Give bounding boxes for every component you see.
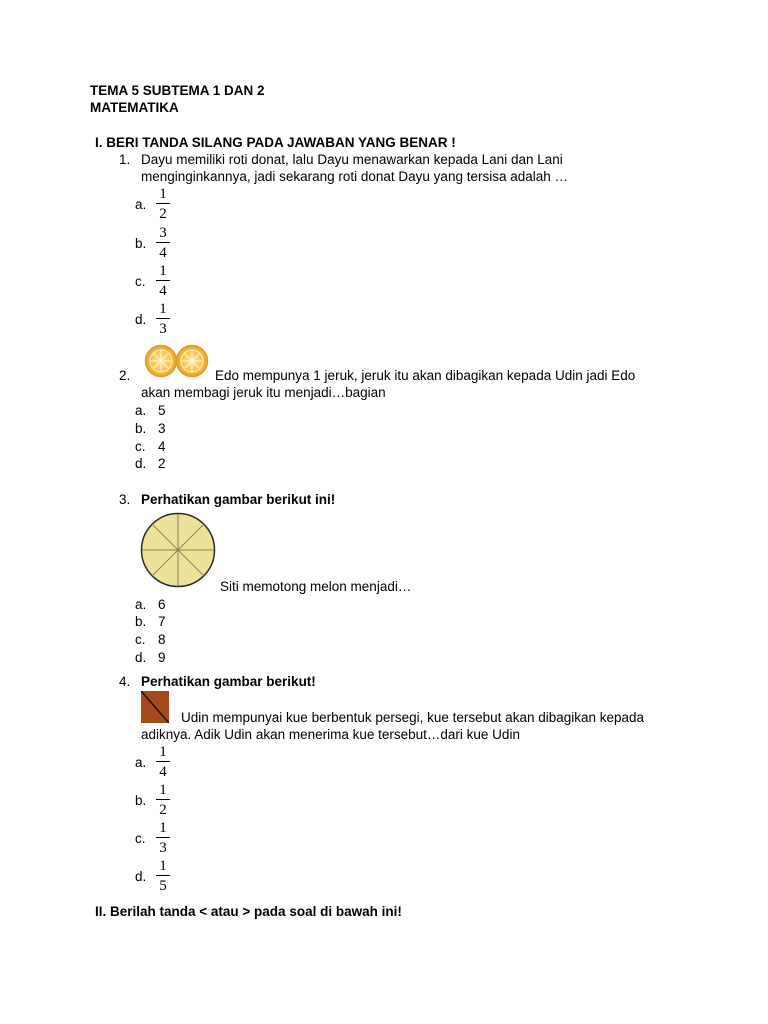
q2-text-line1: Edo mempunya 1 jeruk, jeruk itu akan dibagikan kepada Udin jadi Edo — [215, 368, 636, 383]
fraction-numerator: 1 — [159, 782, 167, 798]
subject-title: MATEMATIKA — [90, 100, 179, 115]
q2-option-c-value: 4 — [158, 439, 166, 454]
q3-option-a-letter: a. — [135, 597, 147, 612]
q2-number: 2. — [119, 368, 131, 383]
q1-option-d-fraction — [156, 301, 170, 337]
fraction-numerator: 1 — [159, 186, 167, 202]
q2-option-c-letter: c. — [135, 439, 146, 454]
fraction-bar — [156, 799, 170, 800]
q1-option-c-fraction — [156, 263, 170, 299]
fraction-numerator: 1 — [159, 820, 167, 836]
q4-option-c-fraction — [156, 820, 170, 856]
q2-option-b-letter: b. — [135, 421, 147, 436]
q4-option-a-fraction — [156, 744, 170, 780]
fraction-numerator: 1 — [159, 301, 167, 317]
fraction-numerator: 1 — [159, 858, 167, 874]
section-2-heading: II. Berilah tanda < atau > pada soal di bawah ini! — [95, 904, 402, 919]
fraction-denominator: 3 — [159, 840, 167, 856]
q4-option-c-letter: c. — [135, 831, 146, 846]
section-1-heading: I. BERI TANDA SILANG PADA JAWABAN YANG BENAR ! — [95, 135, 456, 150]
orange-half-right — [177, 346, 208, 377]
q2-option-a-letter: a. — [135, 403, 147, 418]
q4-option-d-letter: d. — [135, 869, 147, 884]
q3-option-d-letter: d. — [135, 650, 147, 665]
q1-option-b-letter: b. — [135, 236, 147, 251]
worksheet-title: TEMA 5 SUBTEMA 1 DAN 2 — [90, 83, 265, 98]
melon-slices-icon — [140, 512, 216, 588]
fraction-numerator: 1 — [159, 744, 167, 760]
q3-option-a-value: 6 — [158, 597, 166, 612]
q4-instruction: Perhatikan gambar berikut! — [141, 674, 316, 689]
fraction-numerator: 1 — [159, 263, 167, 279]
q1-text-line1: Dayu memiliki roti donat, lalu Dayu menawarkan kepada Lani dan Lani — [141, 152, 563, 167]
fraction-numerator: 3 — [159, 225, 167, 241]
q4-option-b-letter: b. — [135, 793, 147, 808]
q3-option-c-letter: c. — [135, 632, 146, 647]
q4-text-line2: adiknya. Adik Udin akan menerima kue tersebut…dari kue Udin — [141, 727, 520, 742]
q1-option-a-letter: a. — [135, 197, 147, 212]
fraction-bar — [156, 318, 170, 319]
q2-text-line2: akan membagi jeruk itu menjadi…bagian — [141, 385, 386, 400]
fraction-denominator: 2 — [159, 802, 167, 818]
q4-option-b-fraction — [156, 782, 170, 818]
fraction-bar — [156, 280, 170, 281]
square-cake-icon — [141, 691, 169, 723]
q4-text-line1: Udin mempunyai kue berbentuk persegi, kue tersebut akan dibagikan kepada — [181, 710, 645, 725]
fraction-bar — [156, 837, 170, 838]
q2-option-a-value: 5 — [158, 403, 166, 418]
q2-option-d-letter: d. — [135, 456, 147, 471]
q1-option-a-fraction — [156, 186, 170, 222]
fraction-denominator: 4 — [159, 245, 167, 261]
fraction-bar — [156, 761, 170, 762]
q3-option-b-value: 7 — [158, 614, 166, 629]
q3-option-c-value: 8 — [158, 632, 166, 647]
q3-text: Siti memotong melon menjadi… — [220, 579, 412, 594]
fraction-denominator: 3 — [159, 321, 167, 337]
q4-option-d-fraction — [156, 858, 170, 894]
q3-option-d-value: 9 — [158, 650, 166, 665]
q1-option-c-letter: c. — [135, 274, 146, 289]
orange-halves-icon — [144, 344, 210, 378]
fraction-denominator: 4 — [159, 283, 167, 299]
fraction-denominator: 2 — [159, 206, 167, 222]
q3-option-b-letter: b. — [135, 614, 147, 629]
q3-number: 3. — [119, 492, 131, 507]
orange-half-left — [146, 346, 177, 377]
q1-text-line2: menginginkannya, jadi sekarang roti donat Dayu yang tersisa adalah … — [141, 169, 569, 184]
q2-option-b-value: 3 — [158, 421, 166, 436]
q4-option-a-letter: a. — [135, 755, 147, 770]
q3-instruction: Perhatikan gambar berikut ini! — [141, 492, 336, 507]
fraction-denominator: 5 — [159, 878, 167, 894]
q2-option-d-value: 2 — [158, 456, 166, 471]
q4-number: 4. — [119, 674, 131, 689]
q1-number: 1. — [119, 152, 131, 167]
q1-option-b-fraction — [156, 225, 170, 261]
fraction-denominator: 4 — [159, 764, 167, 780]
fraction-bar — [156, 203, 170, 204]
q1-option-d-letter: d. — [135, 312, 147, 327]
fraction-bar — [156, 242, 170, 243]
fraction-bar — [156, 875, 170, 876]
